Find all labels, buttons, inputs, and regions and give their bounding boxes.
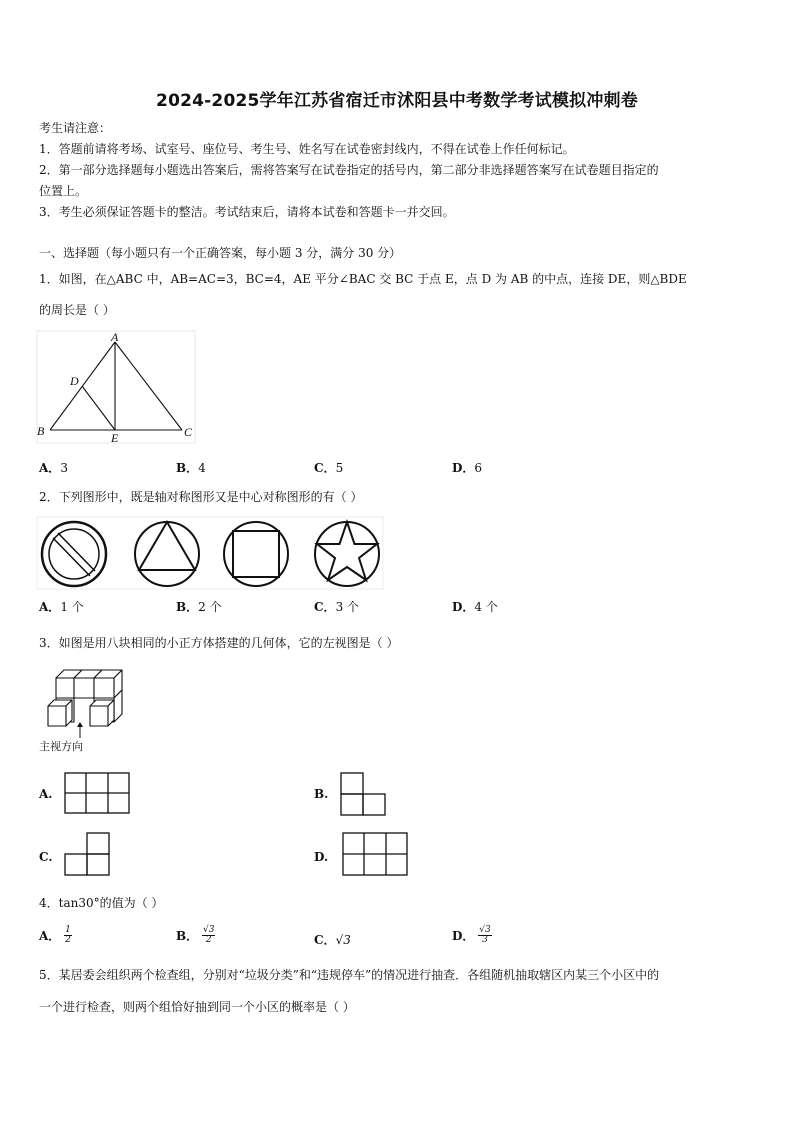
q4-stem: 4．tan30°的值为（ ） bbox=[39, 896, 164, 910]
q1-stem-line1: 1．如图，在△ABC 中，AB=AC=3，BC=4，AE 平分∠BAC 交 BC 于点 E，点 D 为 AB 的中点，连接 DE，则△BDE bbox=[39, 272, 687, 286]
q2-shape-square-in-circle bbox=[224, 522, 288, 586]
q2-shape-star-in-circle bbox=[315, 522, 379, 586]
q1-stem-line2: 的周长是（ ） bbox=[39, 303, 115, 317]
q1-label-b: B bbox=[37, 424, 45, 438]
q3-option-d-view bbox=[342, 832, 410, 878]
notice-item-2: 2．第一部分选择题每小题选出答案后，需将答案写在试卷指定的括号内，第二部分非选择题答案写在试卷题目指定的 bbox=[39, 163, 659, 177]
q2-shape-triangle-in-circle bbox=[135, 522, 199, 586]
q1-option-d[interactable]: D．6 bbox=[452, 461, 483, 475]
q2-option-b[interactable]: B．2 个 bbox=[176, 600, 222, 614]
q1-option-c[interactable]: C．5 bbox=[314, 461, 344, 475]
q3-option-b-view bbox=[340, 772, 388, 818]
q3-option-d-label[interactable]: D. bbox=[314, 850, 329, 864]
q1-option-b[interactable]: B．4 bbox=[176, 461, 206, 475]
q3-option-c-view bbox=[64, 832, 112, 878]
q3-cube-figure bbox=[44, 664, 134, 740]
exam-title: 2024-2025学年江苏省宿迁市沭阳县中考数学考试模拟冲刺卷 bbox=[156, 91, 638, 111]
q5-stem-line2: 一个进行检查，则两个组恰好抽到同一个小区的概率是（ ） bbox=[39, 1000, 355, 1014]
q4-option-c[interactable]: C．√3 bbox=[314, 933, 351, 947]
q1-triangle-figure bbox=[36, 330, 196, 445]
q3-option-a-view bbox=[64, 772, 132, 816]
q5-stem-line1: 5．某居委会组织两个检查组，分别对“垃圾分类”和“违规停车”的情况进行抽查．各组随机抽取辖区内某三个小区中的 bbox=[39, 968, 660, 982]
q4-option-a-fraction: $\frac{1}{2}$ bbox=[65, 925, 71, 945]
q4-option-b[interactable]: B． $\frac{√3}{2}$ bbox=[176, 925, 215, 945]
section-heading: 一、选择题（每小题只有一个正确答案，每小题 3 分，满分 30 分） bbox=[39, 246, 402, 260]
q1-option-a[interactable]: A．3 bbox=[39, 461, 68, 475]
q1-label-d: D bbox=[70, 374, 79, 388]
q4-option-b-fraction: $\frac{√3}{2}$ bbox=[202, 925, 215, 945]
q4-option-d-fraction: $\frac{√3}{3}$ bbox=[479, 925, 491, 945]
q3-view-direction-label: 主视方向 bbox=[39, 740, 83, 753]
q2-shapes-figure bbox=[36, 516, 386, 592]
q4-option-a[interactable]: A． $\frac{1}{2}$ bbox=[39, 925, 71, 945]
notice-item-3: 3．考生必须保证答题卡的整洁。考试结束后，请将本试卷和答题卡一并交回。 bbox=[39, 205, 455, 219]
q1-label-e: E bbox=[111, 431, 119, 445]
notice-item-1: 1．答题前请将考场、试室号、座位号、考生号、姓名写在试卷密封线内，不得在试卷上作任何标记。 bbox=[39, 142, 575, 156]
q3-option-b-label[interactable]: B. bbox=[314, 787, 329, 801]
q3-stem: 3．如图是用八块相同的小正方体搭建的几何体，它的左视图是（ ） bbox=[39, 636, 399, 650]
q2-option-d[interactable]: D．4 个 bbox=[452, 600, 498, 614]
q1-label-a: A bbox=[111, 330, 119, 344]
q2-option-c[interactable]: C．3 个 bbox=[314, 600, 360, 614]
q3-option-c-label[interactable]: C. bbox=[39, 850, 53, 864]
notice-heading: 考生请注意： bbox=[39, 121, 112, 135]
q4-option-d[interactable]: D． $\frac{√3}{3}$ bbox=[452, 925, 491, 945]
q3-option-a-label[interactable]: A. bbox=[39, 787, 53, 801]
q2-stem: 2．下列图形中，既是轴对称图形又是中心对称图形的有（ ） bbox=[39, 490, 363, 504]
q2-option-a[interactable]: A．1 个 bbox=[39, 600, 84, 614]
notice-item-2-cont: 位置上。 bbox=[39, 184, 88, 198]
q2-shape-prohibition bbox=[42, 522, 106, 586]
q1-label-c: C bbox=[184, 425, 193, 439]
